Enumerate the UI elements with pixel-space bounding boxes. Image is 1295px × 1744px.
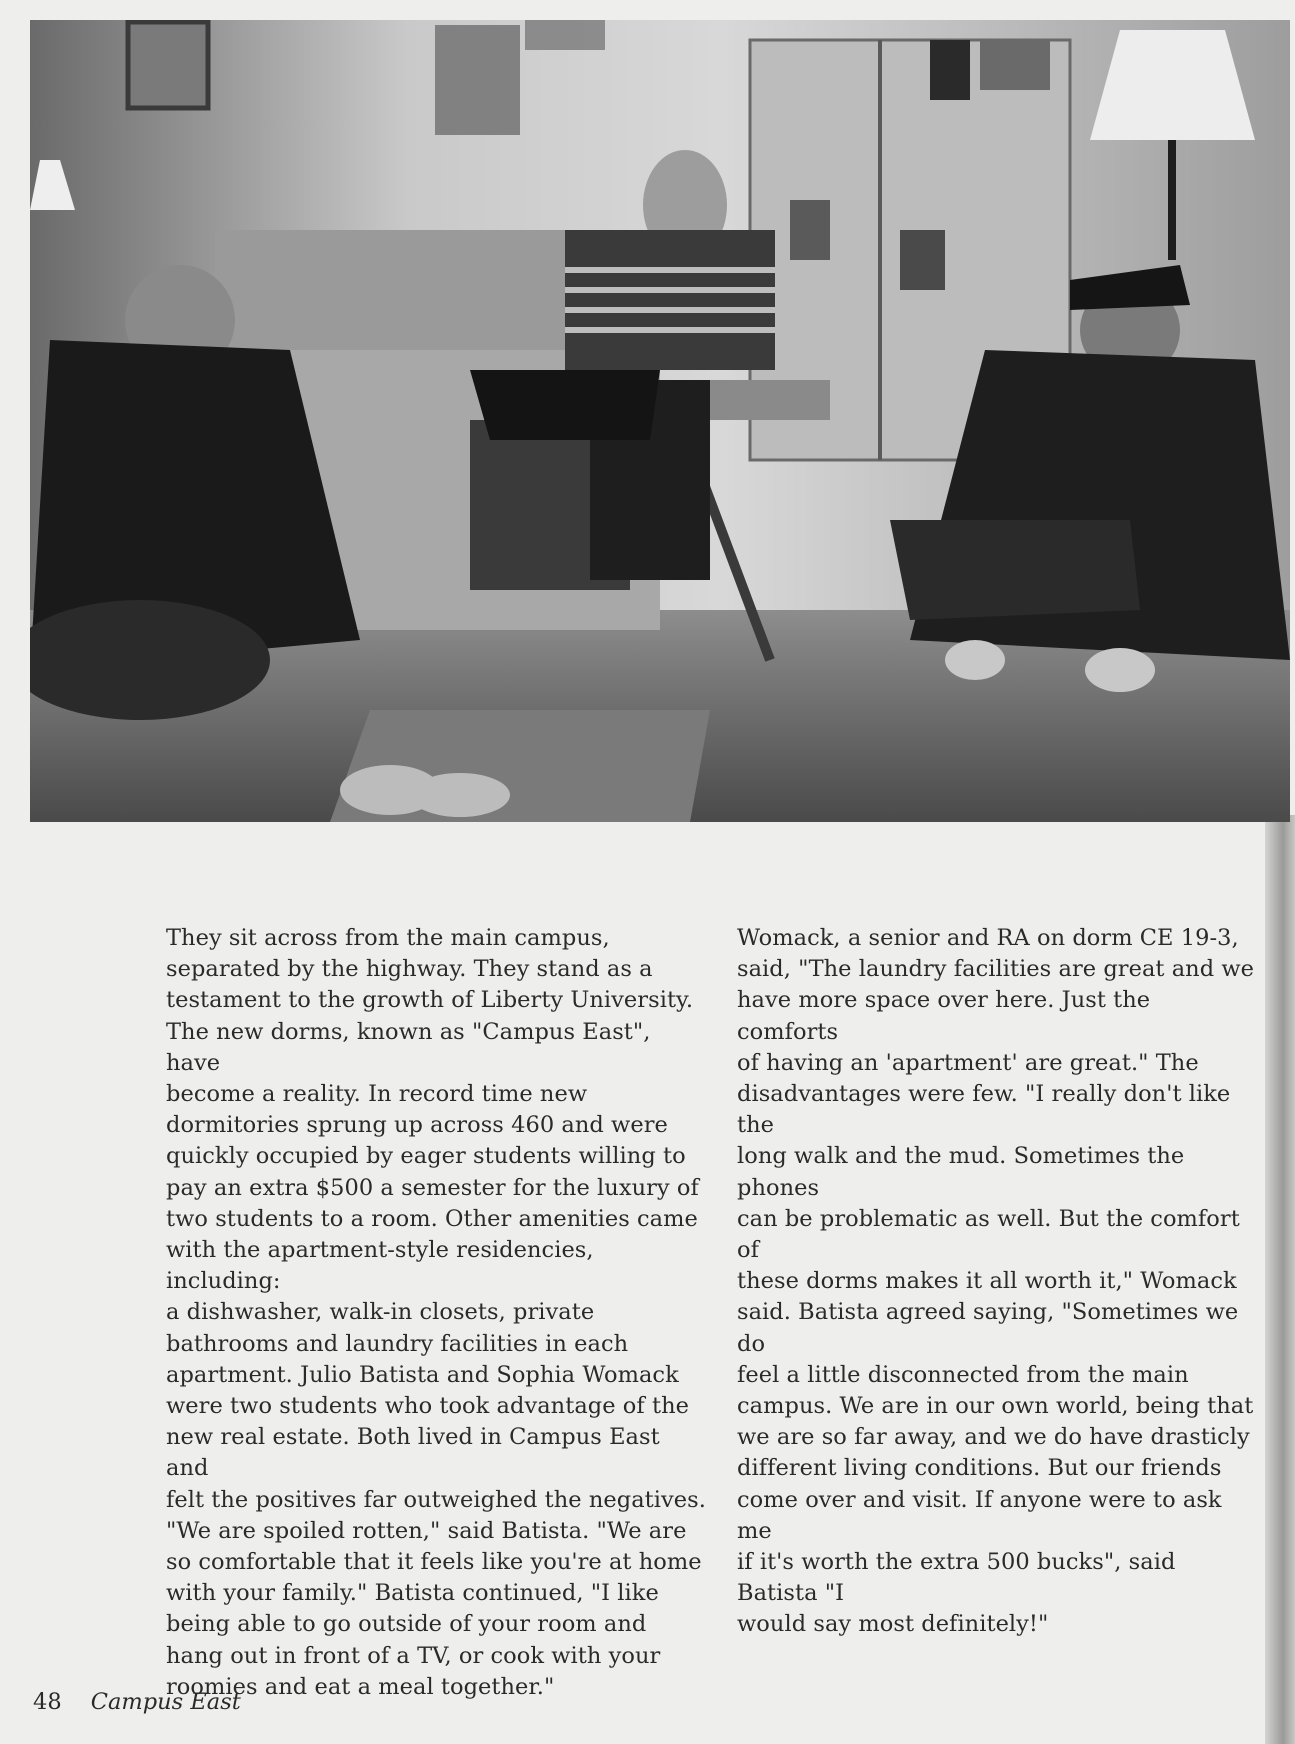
article-column-left: They sit across from the main campus, separated by the highway. They stand as a testament to the growth of Liberty University. The new dorms, known as "Campus East", have become a reality. In record time new dormitories sprung up across 460 and were quickly occupied by eager students willing to pay an extra $500 a semester for the luxury of two students to a room. Other amenities came with the apartment-style residencies, including: a dishwasher, walk-in closets, private bathrooms and laundry facilities in each apartment. Julio Batista and Sophia Womack were two students who took advantage of the new real estate. Both lived in Campus East and felt the positives far outweighed the negatives. "We are spoiled rotten," said Batista. "We are so comfortable that it feels like you're at home with your family." Batista continued, "I like being able to go outside of your room and hang out in front of a TV, or cook with your roomies and eat a meal together." bbox=[166, 925, 706, 1700]
page-footer bbox=[33, 1687, 241, 1717]
section-name: Campus East bbox=[90, 1689, 241, 1715]
dorm-room-photo bbox=[30, 20, 1290, 822]
page-edge-shadow bbox=[1265, 815, 1295, 1744]
photo-illustration bbox=[30, 20, 1290, 822]
article-column-right: Womack, a senior and RA on dorm CE 19-3, said, "The laundry facilities are great and we have more space over here. Just the comforts of having an 'apartment' are great." The disadvantages were few. "I really don't like the long walk and the mud. Sometimes the phones can be problematic as well. But the comfort of these dorms makes it all worth it," Womack said. Batista agreed saying, "Sometimes we do feel a little disconnected from the main campus. We are in our own world, being that we are so far away, and we do have drasticly different living conditions. But our friends come over and visit. If anyone were to ask me if it's worth the extra 500 bucks", said Batista "I would say most definitely!" bbox=[737, 925, 1255, 1638]
page-number: 48 bbox=[33, 1689, 62, 1715]
